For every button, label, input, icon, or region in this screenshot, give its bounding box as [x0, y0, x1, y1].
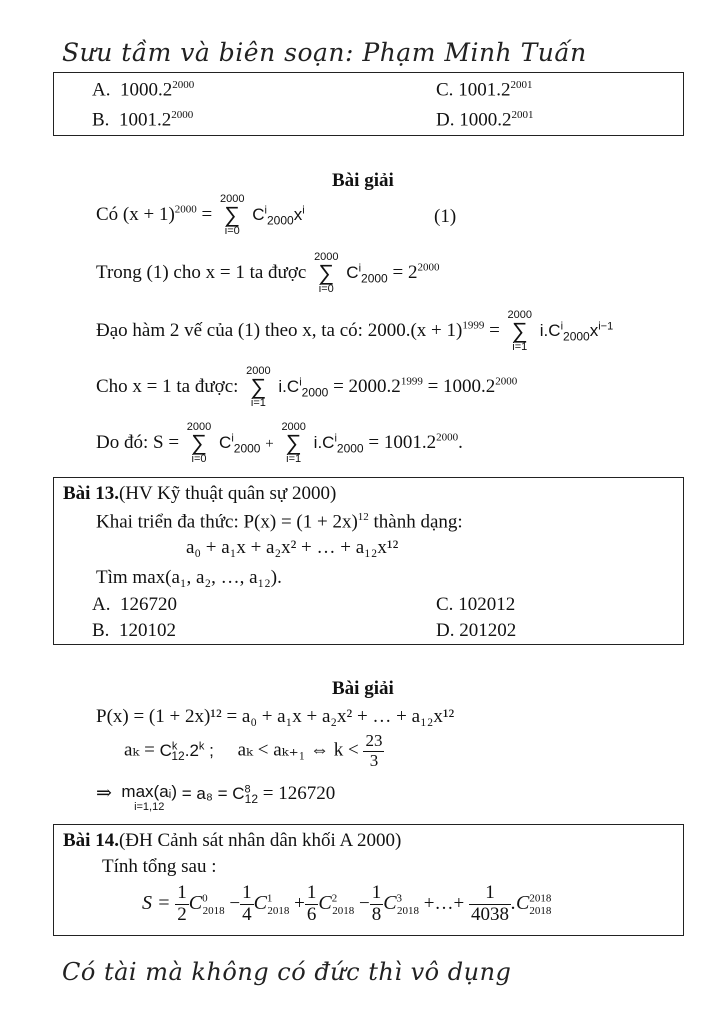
- solution-2-line-3: ⇒ max(aᵢ) i=1,12 = $a_8 = C^8_{12} = 126720$: [96, 782, 336, 813]
- option-a: A. $1000.2^{2000}$: [92, 79, 195, 101]
- problem-13-option-d: D. 201202: [436, 620, 517, 641]
- problem-14-box: [53, 824, 684, 936]
- term-1: $\frac{1}{2}$ $C^0_{2018}$: [177, 882, 225, 925]
- problem-13-question: Tìm max(a₁, a₂, …, a₁₂).: [96, 567, 282, 588]
- solution-line-3: Đạo hàm 2 vế của (1) theo x, ta có: $2000.(x + 1)^{1999}$ = 2000 ∑ i=1 $i.C^i_{2000}x^{i-1}$: [96, 309, 614, 353]
- solution-title: Bài giải: [332, 170, 394, 191]
- fraction: $\frac{1}{4038}$: [470, 882, 509, 925]
- sum-symbol: 2000 ∑ i=0: [186, 421, 212, 465]
- sum-symbol: 2000 ∑ i=0: [220, 193, 245, 237]
- problem-13-polynomial: a₀ + a₁x + a₂x² + … + a₁₂x¹²: [186, 537, 399, 558]
- option-c: C. $1001.2^{2001}$: [436, 79, 533, 101]
- fraction: $\frac{1}{4}$: [242, 882, 252, 925]
- fraction: $\frac{1}{8}$: [371, 882, 382, 925]
- term-2: − $\frac{1}{4}$ $C^1_{2018}$: [229, 882, 290, 925]
- sum-symbol: 2000 ∑ i=1: [281, 421, 306, 465]
- problem-13-option-a: A. 126720: [92, 594, 177, 615]
- problem-13-option-b: B. 120102: [92, 620, 176, 641]
- problem-14-formula: S = $\frac{1}{2}$ $C^0_{2018}$ − $\frac{1}{4}$ $C^1_{2018}$ + $\frac{1}{6}$ $C^2_{2018}$ − $\frac{1}{8}$ $C^3_{2018}$ +…+ $\frac{1}{4038}$ $.C^{2018}_{2018}$: [142, 882, 552, 925]
- problem-13-statement: Khai triển đa thức: $P(x) = (1 + 2x)^{12}$ thành dạng:: [96, 511, 463, 533]
- solution-2-title: Bài giải: [332, 678, 394, 699]
- page-header: Sưu tầm và biên soạn: Phạm Minh Tuấn: [62, 38, 587, 67]
- fraction: $\frac{1}{6}$: [306, 882, 317, 925]
- problem-14-title: Bài 14.(ĐH Cảnh sát nhân dân khối A 2000): [63, 830, 402, 851]
- sum-symbol: 2000 ∑ i=0: [314, 251, 339, 295]
- page-footer: Có tài mà không có đức thì vô dụng: [62, 958, 512, 986]
- solution-2-line-2: $a_k = C^k_{12}.2^k$ ; aₖ < aₖ₊₁ ⇔ k < $\frac{23}{3}$: [124, 731, 383, 770]
- answer-options-box: [53, 72, 684, 136]
- problem-13-option-c: C. 102012: [436, 594, 516, 615]
- solution-line-4: Cho x = 1 ta được: 2000 ∑ i=1 $i.C^i_{2000} = 2000.2^{1999} = 1000.2^{2000}$: [96, 365, 518, 409]
- problem-13-title: Bài 13.(HV Kỹ thuật quân sự 2000): [63, 483, 337, 504]
- solution-line-1: Có $(x + 1)^{2000}$ = 2000 ∑ i=0 $C^i_{2000}x^i$ (1): [96, 193, 457, 237]
- solution-line-2: Trong (1) cho x = 1 ta được 2000 ∑ i=0 $C^i_{2000} = 2^{2000}$: [96, 251, 440, 295]
- fraction: $\frac{1}{2}$: [177, 882, 187, 925]
- fraction: $\frac{23}{3}$: [365, 731, 383, 770]
- sum-symbol: 2000 ∑ i=1: [507, 309, 533, 353]
- problem-13-box: [53, 477, 684, 645]
- solution-line-5: Do đó: S = 2000 ∑ i=0 $C^i_{2000}$ + 2000 ∑ i=1 $i.C^i_{2000} = 1001.2^{2000}$.: [96, 421, 463, 465]
- option-d: D. $1000.2^{2001}$: [436, 109, 534, 131]
- problem-14-instruction: Tính tổng sau :: [102, 856, 217, 877]
- term-4: − $\frac{1}{8}$ $C^3_{2018}$: [358, 882, 420, 925]
- option-b: B. $1001.2^{2000}$: [92, 109, 194, 131]
- term-3: + $\frac{1}{6}$ $C^2_{2018}$: [294, 882, 355, 925]
- solution-2-line-1: P(x) = (1 + 2x)¹² = a₀ + a₁x + a₂x² + … + a₁₂x¹²: [96, 706, 455, 727]
- sum-symbol: 2000 ∑ i=1: [246, 365, 271, 409]
